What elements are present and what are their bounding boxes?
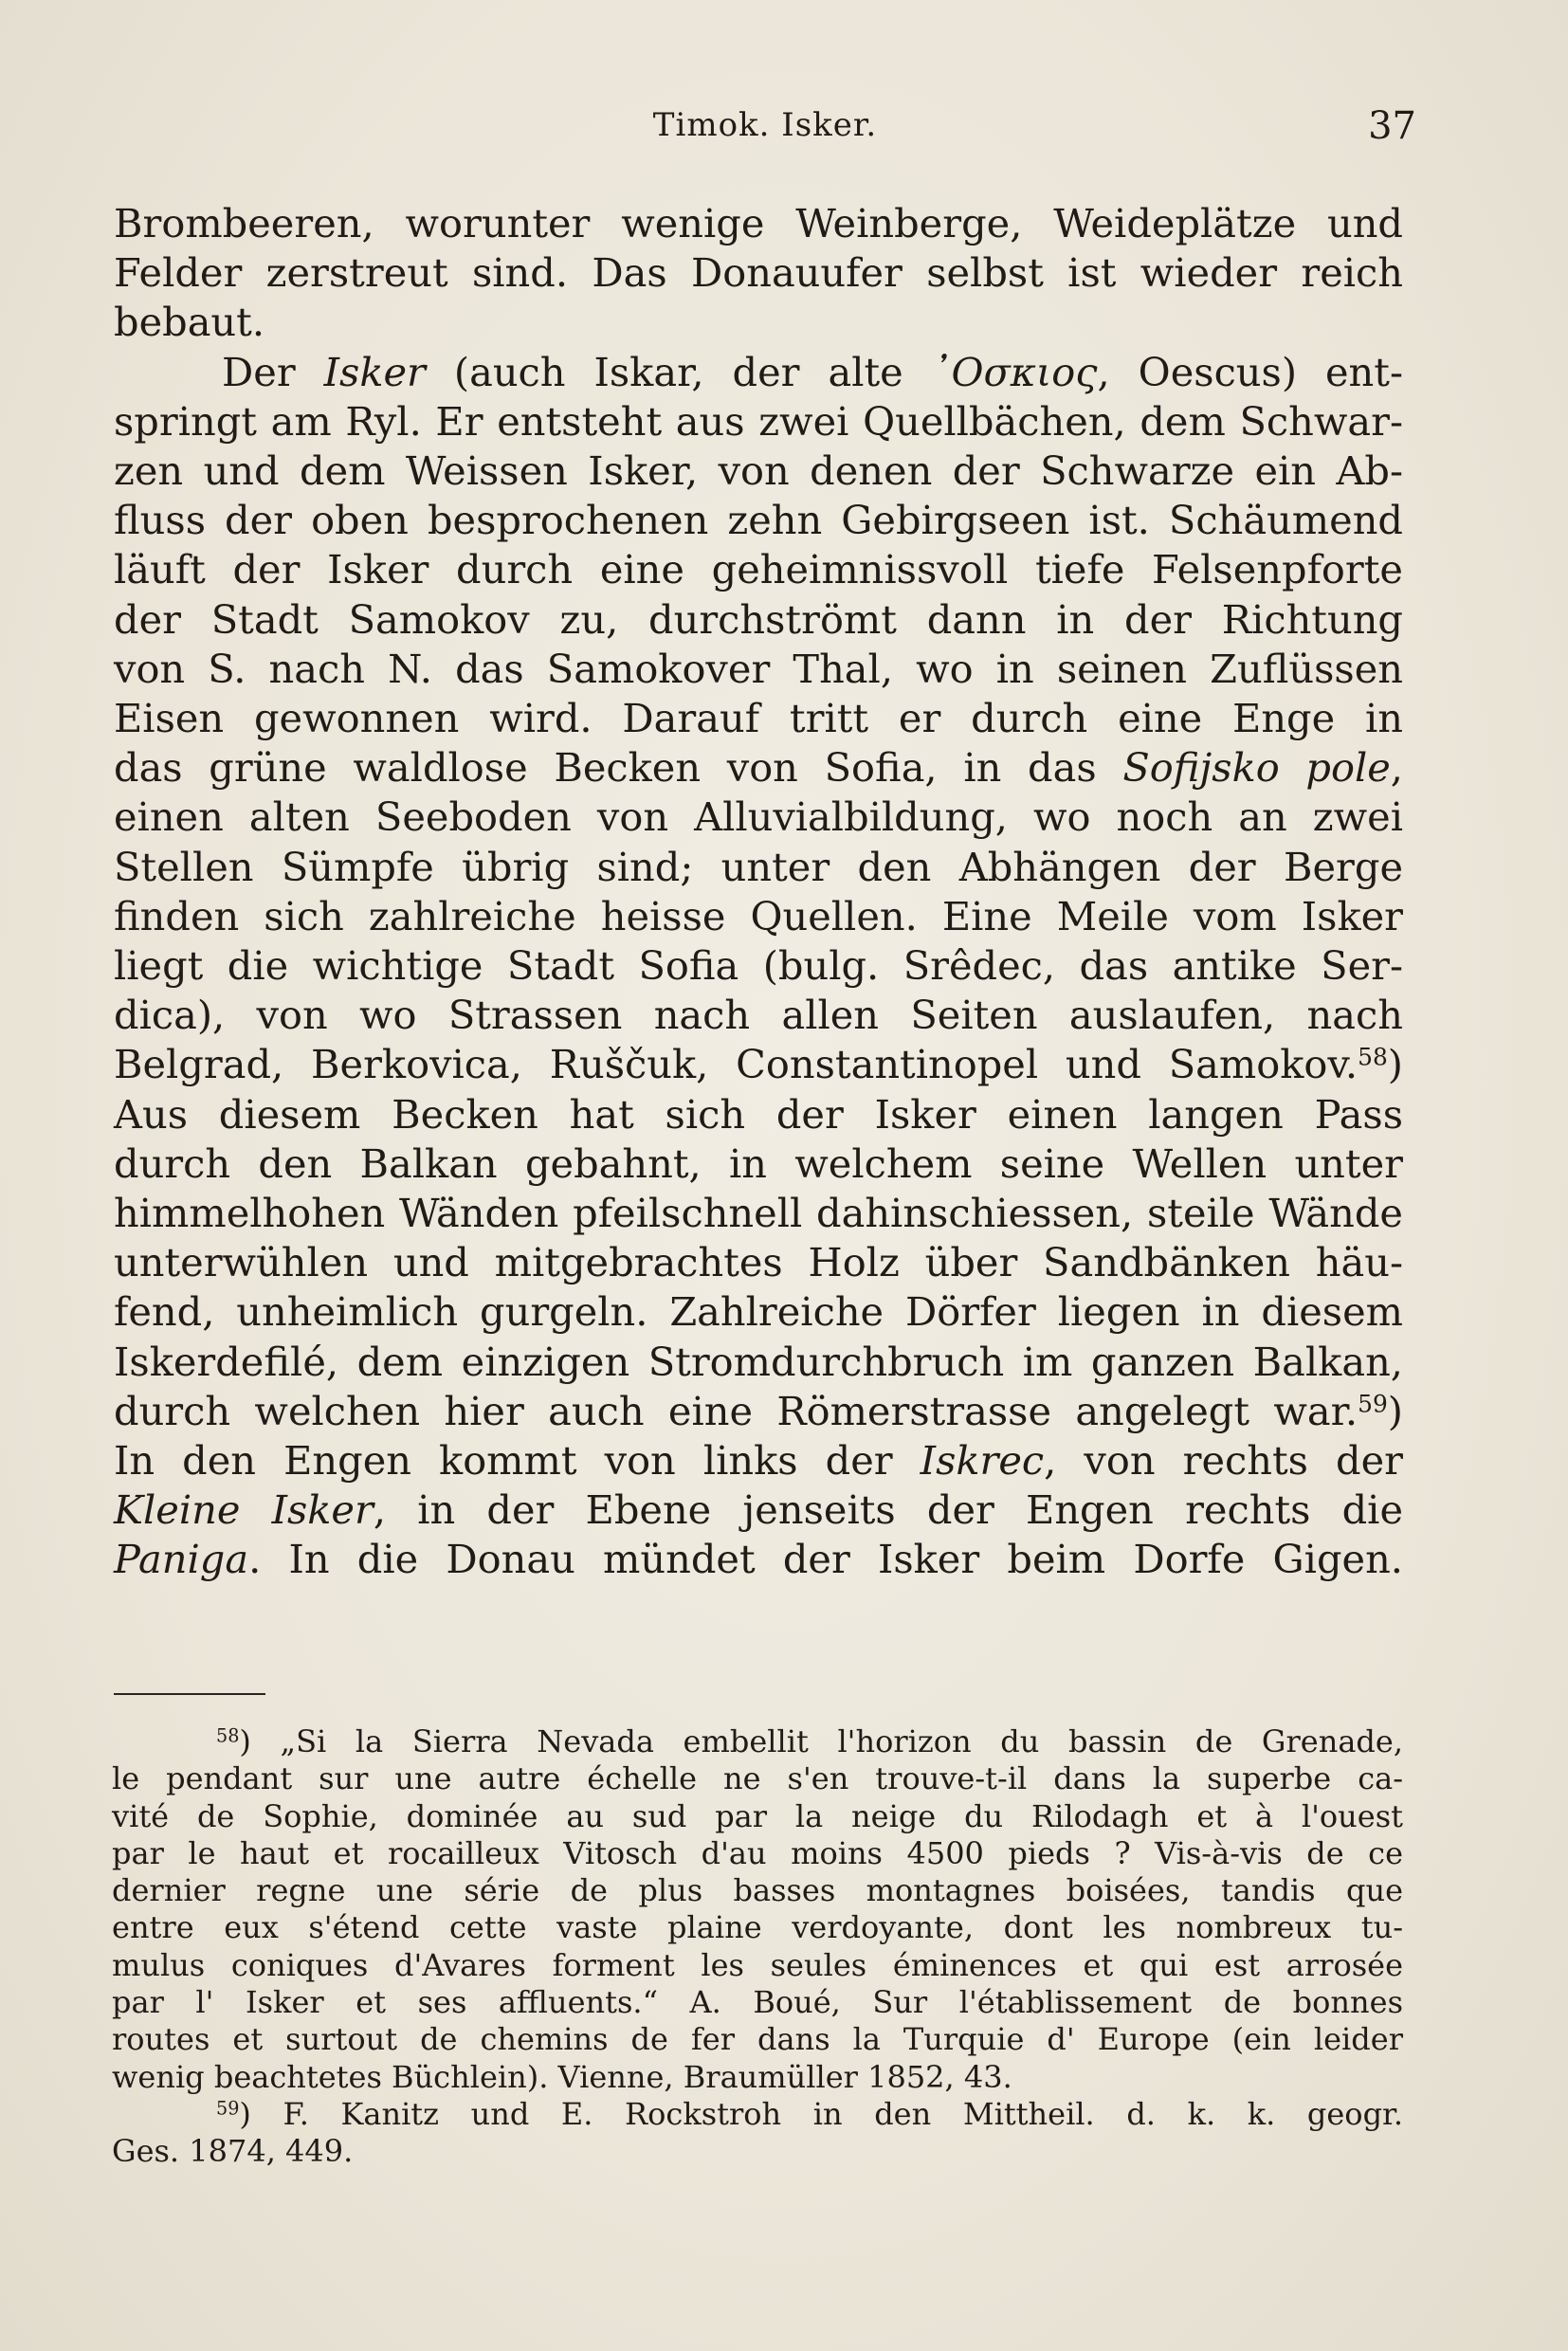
footnote-separator [114, 1693, 265, 1695]
footnote-58-line: entre eux s'étend cette vaste plaine verdoyante, dont les nombreux tu- [112, 1909, 1403, 1946]
text-line: zen und dem Weissen Isker, von denen der Schwarze ein Ab- [114, 447, 1403, 495]
place-name-iskrec: Iskrec [920, 1437, 1045, 1485]
footnote-58-line: vité de Sophie, dominée au sud par la neige du Rilodagh et à l'ouest [112, 1797, 1403, 1834]
footnote-58-line: wenig beachtetes Büchlein). Vienne, Braumüller 1852, 43. [112, 2058, 1012, 2095]
footnote-59-line: $^{59}$) F. Kanitz und E. Rockstroh in den Mittheil. d. k. k. geogr. [216, 2095, 1403, 2132]
footnote-number-59: 59 [216, 2097, 240, 2120]
footnotes [112, 1723, 1403, 2171]
text-line: Stellen Sümpfe übrig sind; unter den Abhängen der Berge [114, 843, 1403, 890]
text-line: der Stadt Samokov zu, durchströmt dann in der Richtung [114, 595, 1403, 643]
text-line: von S. nach N. das Samokover Thal, wo in seinen Zuflüssen [114, 645, 1403, 692]
footnote-ref-59: 59 [1358, 1390, 1388, 1418]
greek-name: ᾿Οσκιος [931, 348, 1098, 395]
footnote-58-line: mulus coniques d'Avares forment les seules éminences et qui est arrosée [112, 1946, 1403, 1983]
text-line: Belgrad, Berkovica, Ruščuk, Constantinopel und Samokov.$^{58}$) [114, 1041, 1403, 1088]
page-header [114, 93, 1416, 150]
text-line: durch den Balkan gebahnt, in welchem seine Wellen unter [114, 1139, 1403, 1187]
main-text [114, 199, 1403, 1585]
place-name-isker: Isker [323, 348, 426, 395]
footnote-58-line: $^{58}$) „Si la Sierra Nevada embellit l'horizon du bassin de Grenade, [216, 1723, 1403, 1759]
footnote-58-line: par le haut et rocailleux Vitosch d'au moins 4500 pieds ? Vis-à-vis de ce [112, 1834, 1403, 1871]
text-line: finden sich zahlreiche heisse Quellen. Eine Meile vom Isker [114, 892, 1403, 939]
text-line: durch welchen hier auch eine Römerstrasse angelegt war.$^{59}$) [114, 1387, 1403, 1434]
text-line: Aus diesem Becken hat sich der Isker einen langen Pass [114, 1090, 1403, 1138]
text-line: In den Engen kommt von links der Iskrec, von rechts der [114, 1437, 1404, 1485]
footnote-58-line: le pendant sur une autre échelle ne s'en trouve-t-il dans la superbe ca- [112, 1760, 1403, 1797]
text-line: Brombeeren, worunter wenige Weinberge, Weideplätze und [114, 200, 1403, 246]
text-line: dica), von wo Strassen nach allen Seiten auslaufen, nach [114, 992, 1403, 1039]
place-name-kleine-isker: Kleine Isker [114, 1486, 374, 1534]
text-line: Der Isker (auch Iskar, der alte ᾿Οσκιος, Oescus) ent- [222, 348, 1403, 395]
footnote-ref-58: 58 [1358, 1043, 1388, 1071]
text-line: Kleine Isker, in der Ebene jenseits der Engen rechts die [114, 1486, 1404, 1534]
text-line: Iskerdefilé, dem einzigen Stromdurchbruch im ganzen Balkan, [114, 1338, 1403, 1385]
page-number: 37 [1368, 104, 1416, 148]
footnote-58-line: dernier regne une série de plus basses montagnes boisées, tandis que [112, 1872, 1403, 1909]
text-line: fluss der oben besprochenen zehn Gebirgseen ist. Schäumend [114, 497, 1403, 544]
footnote-58-line: routes et surtout de chemins de fer dans la Turquie d' Europe (ein leider [112, 2021, 1403, 2058]
text-line: Felder zerstreut sind. Das Donauufer selbst ist wieder reich [114, 249, 1403, 297]
footnote-59-line: Ges. 1874, 449. [112, 2133, 354, 2170]
footnote-number-58: 58 [216, 1724, 240, 1747]
text-line: einen alten Seeboden von Alluvialbildung, wo noch an zwei [114, 793, 1403, 841]
footnote-58-line: par l' Isker et ses affluents.“ A. Boué, Sur l'établissement de bonnes [112, 1984, 1403, 2021]
place-name-paniga: Paniga [114, 1536, 249, 1583]
text-line: bebaut. [114, 299, 265, 346]
text-line: himmelhohen Wänden pfeilschnell dahinschiessen, steile Wände [114, 1190, 1403, 1237]
running-head: Timok. Isker. [652, 106, 878, 144]
text-line: Paniga. In die Donau mündet der Isker beim Dorfe Gigen. [114, 1536, 1403, 1583]
place-name-sofijsko-pole: Sofijsko pole [1122, 744, 1391, 792]
text-line: liegt die wichtige Stadt Sofia (bulg. Srêdec, das antike Ser- [114, 942, 1403, 990]
text-line: Eisen gewonnen wird. Darauf tritt er durch eine Enge in [114, 695, 1403, 742]
text-line: springt am Ryl. Er entsteht aus zwei Quellbächen, dem Schwar- [114, 397, 1403, 445]
text-line: das grüne waldlose Becken von Sofia, in das Sofijsko pole, [114, 744, 1403, 792]
text-line: läuft der Isker durch eine geheimnissvoll tiefe Felsenpforte [114, 546, 1403, 593]
text-line: unterwühlen und mitgebrachtes Holz über Sandbänken häu- [114, 1239, 1403, 1286]
text-line: fend, unheimlich gurgeln. Zahlreiche Dörfer liegen in diesem [114, 1288, 1403, 1336]
